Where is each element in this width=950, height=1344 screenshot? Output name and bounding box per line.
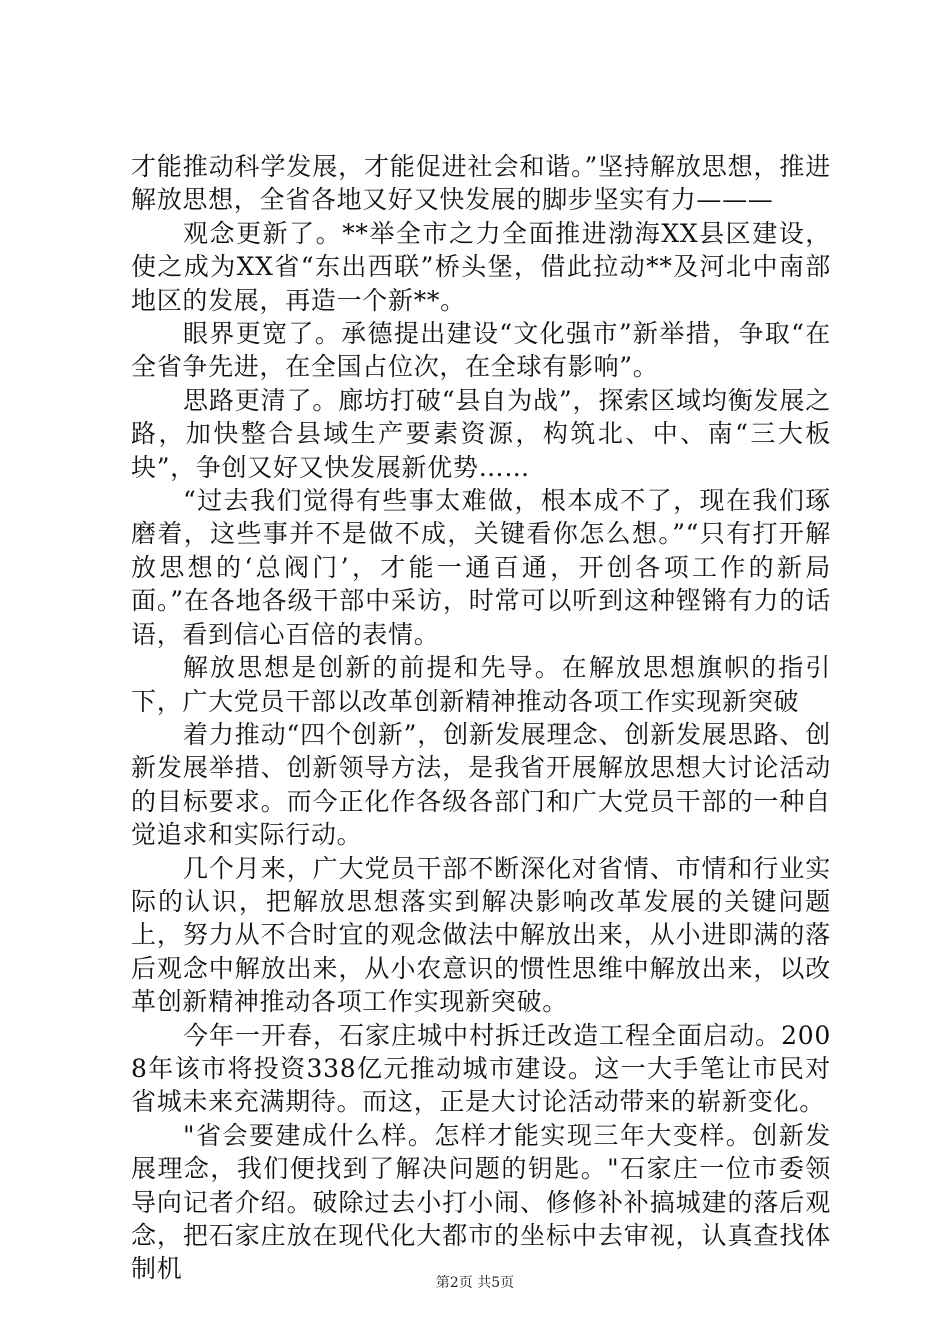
paragraph: “过去我们觉得有些事太难做，根本成不了，现在我们琢磨着，这些事并不是做不成，关键看你怎么想。”“只有打开解放思想的‘总阀门’，才能一通百通，开创各项工作的新局面。”在各地各级干部中采访，时常可以听到这种铿锵有力的话语，看到信心百倍的表情。 bbox=[131, 486, 831, 649]
page-number: 第2页 共5页 bbox=[435, 1275, 515, 1291]
paragraph: 思路更清了。廊坊打破“县自为战”，探索区域均衡发展之路，加快整合县域生产要素资源，构筑北、中、南“三大板块”，争创又好又快发展新优势…… bbox=[131, 385, 831, 482]
paragraph: 几个月来，广大党员干部不断深化对省情、市情和行业实际的认识，把解放思想落实到解决影响改革发展的关键问题上，努力从不合时宜的观念做法中解放出来，从小进即满的落后观念中解放出来，从小农意识的惯性思维中解放出来，以改革创新精神推动各项工作实现新突破。 bbox=[131, 853, 831, 1017]
paragraph: 着力推动“四个创新”，创新发展理念、创新发展思路、创新发展举措、创新领导方法，是我省开展解放思想大讨论活动的目标要求。而今正化作各级各部门和广大党员干部的一种自觉追求和实际行动。 bbox=[131, 719, 831, 850]
document-body bbox=[131, 150, 831, 1286]
paragraph: "省会要建成什么样。怎样才能实现三年大变样。创新发展理念，我们便找到了解决问题的钥匙。"石家庄一位市委领导向记者介绍。破除过去小打小闹、修修补补搞城建的落后观念，把石家庄放在现代化大都市的坐标中去审视，认真查找体制机 bbox=[131, 1120, 831, 1284]
paragraph-continuation: 才能推动科学发展，才能促进社会和谐。”坚持解放思想，推进解放思想，全省各地又好又快发展的脚步坚实有力——— bbox=[131, 152, 831, 215]
paragraph: 眼界更宽了。承德提出建设“文化强市”新举措，争取“在全省争先进，在全国占位次，在全球有影响”。 bbox=[131, 319, 831, 382]
paragraph: 今年一开春，石家庄城中村拆迁改造工程全面启动。2008年该市将投资338亿元推动城市建设。这一大手笔让市民对省城未来充满期待。而这，正是大讨论活动带来的崭新变化。 bbox=[131, 1020, 831, 1117]
paragraph: 观念更新了。**举全市之力全面推进渤海XX县区建设，使之成为XX省“东出西联”桥头堡，借此拉动**及河北中南部地区的发展，再造一个新**。 bbox=[131, 218, 831, 315]
page-footer bbox=[0, 1274, 950, 1292]
paragraph: 解放思想是创新的前提和先导。在解放思想旗帜的指引下，广大党员干部以改革创新精神推动各项工作实现新突破 bbox=[131, 653, 831, 716]
